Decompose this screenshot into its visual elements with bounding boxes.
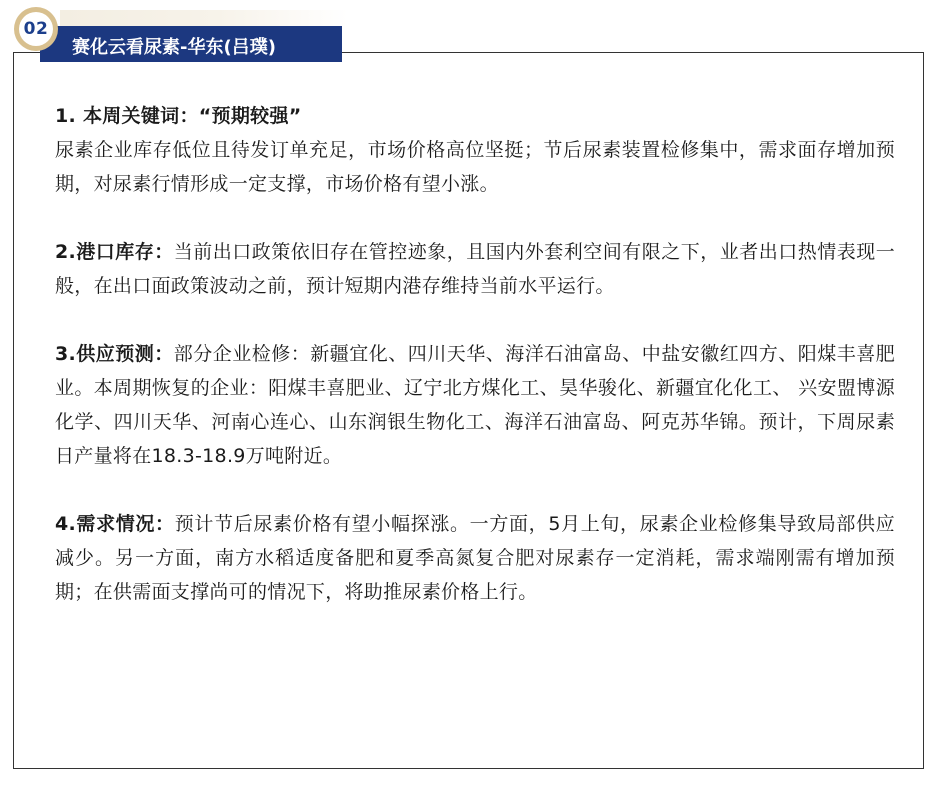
section-number: 02 bbox=[23, 19, 49, 39]
keyword-heading: 1. 本周关键词：“预期较强” bbox=[55, 105, 302, 127]
demand-section bbox=[55, 507, 895, 609]
port-inventory-section bbox=[55, 235, 895, 303]
port-inventory-heading: 2.港口库存： bbox=[55, 241, 174, 263]
supply-forecast-text: 部分企业检修：新疆宜化、四川天华、海洋石油富岛、中盐安徽红四方、阳煤丰喜肥业。本周期恢复的企业：阳煤丰喜肥业、辽宁北方煤化工、昊华骏化、新疆宜化化工、 兴安盟博源化学、四川天华、河南心连心、山东润银生物化工、海洋石油富岛、阿克苏华锦。预计，下周尿素日产量将在18.3-18.9万吨附近。 bbox=[55, 343, 895, 467]
port-inventory-text: 当前出口政策依旧存在管控迹象，且国内外套利空间有限之下，业者出口热情表现一般，在出口面政策波动之前，预计短期内港存维持当前水平运行。 bbox=[55, 241, 895, 297]
demand-text: 预计节后尿素价格有望小幅探涨。一方面，5月上旬，尿素企业检修集导致局部供应减少。另一方面，南方水稻适度备肥和夏季高氮复合肥对尿素存一定消耗，需求端刚需有增加预期；在供需面支撑尚可的情况下，将助推尿素价格上行。 bbox=[55, 513, 895, 603]
section-number-badge bbox=[19, 12, 53, 46]
keyword-section bbox=[55, 99, 895, 201]
supply-forecast-heading: 3.供应预测： bbox=[55, 343, 174, 365]
keyword-text: 尿素企业库存低位且待发订单充足，市场价格高位坚挺；节后尿素装置检修集中，需求面存增加预期，对尿素行情形成一定支撑，市场价格有望小涨。 bbox=[55, 139, 895, 195]
supply-forecast-section bbox=[55, 337, 895, 473]
content bbox=[55, 99, 895, 609]
demand-heading: 4.需求情况： bbox=[55, 513, 175, 535]
section-title: 赛化云看尿素-华东(吕璞) bbox=[72, 37, 276, 58]
